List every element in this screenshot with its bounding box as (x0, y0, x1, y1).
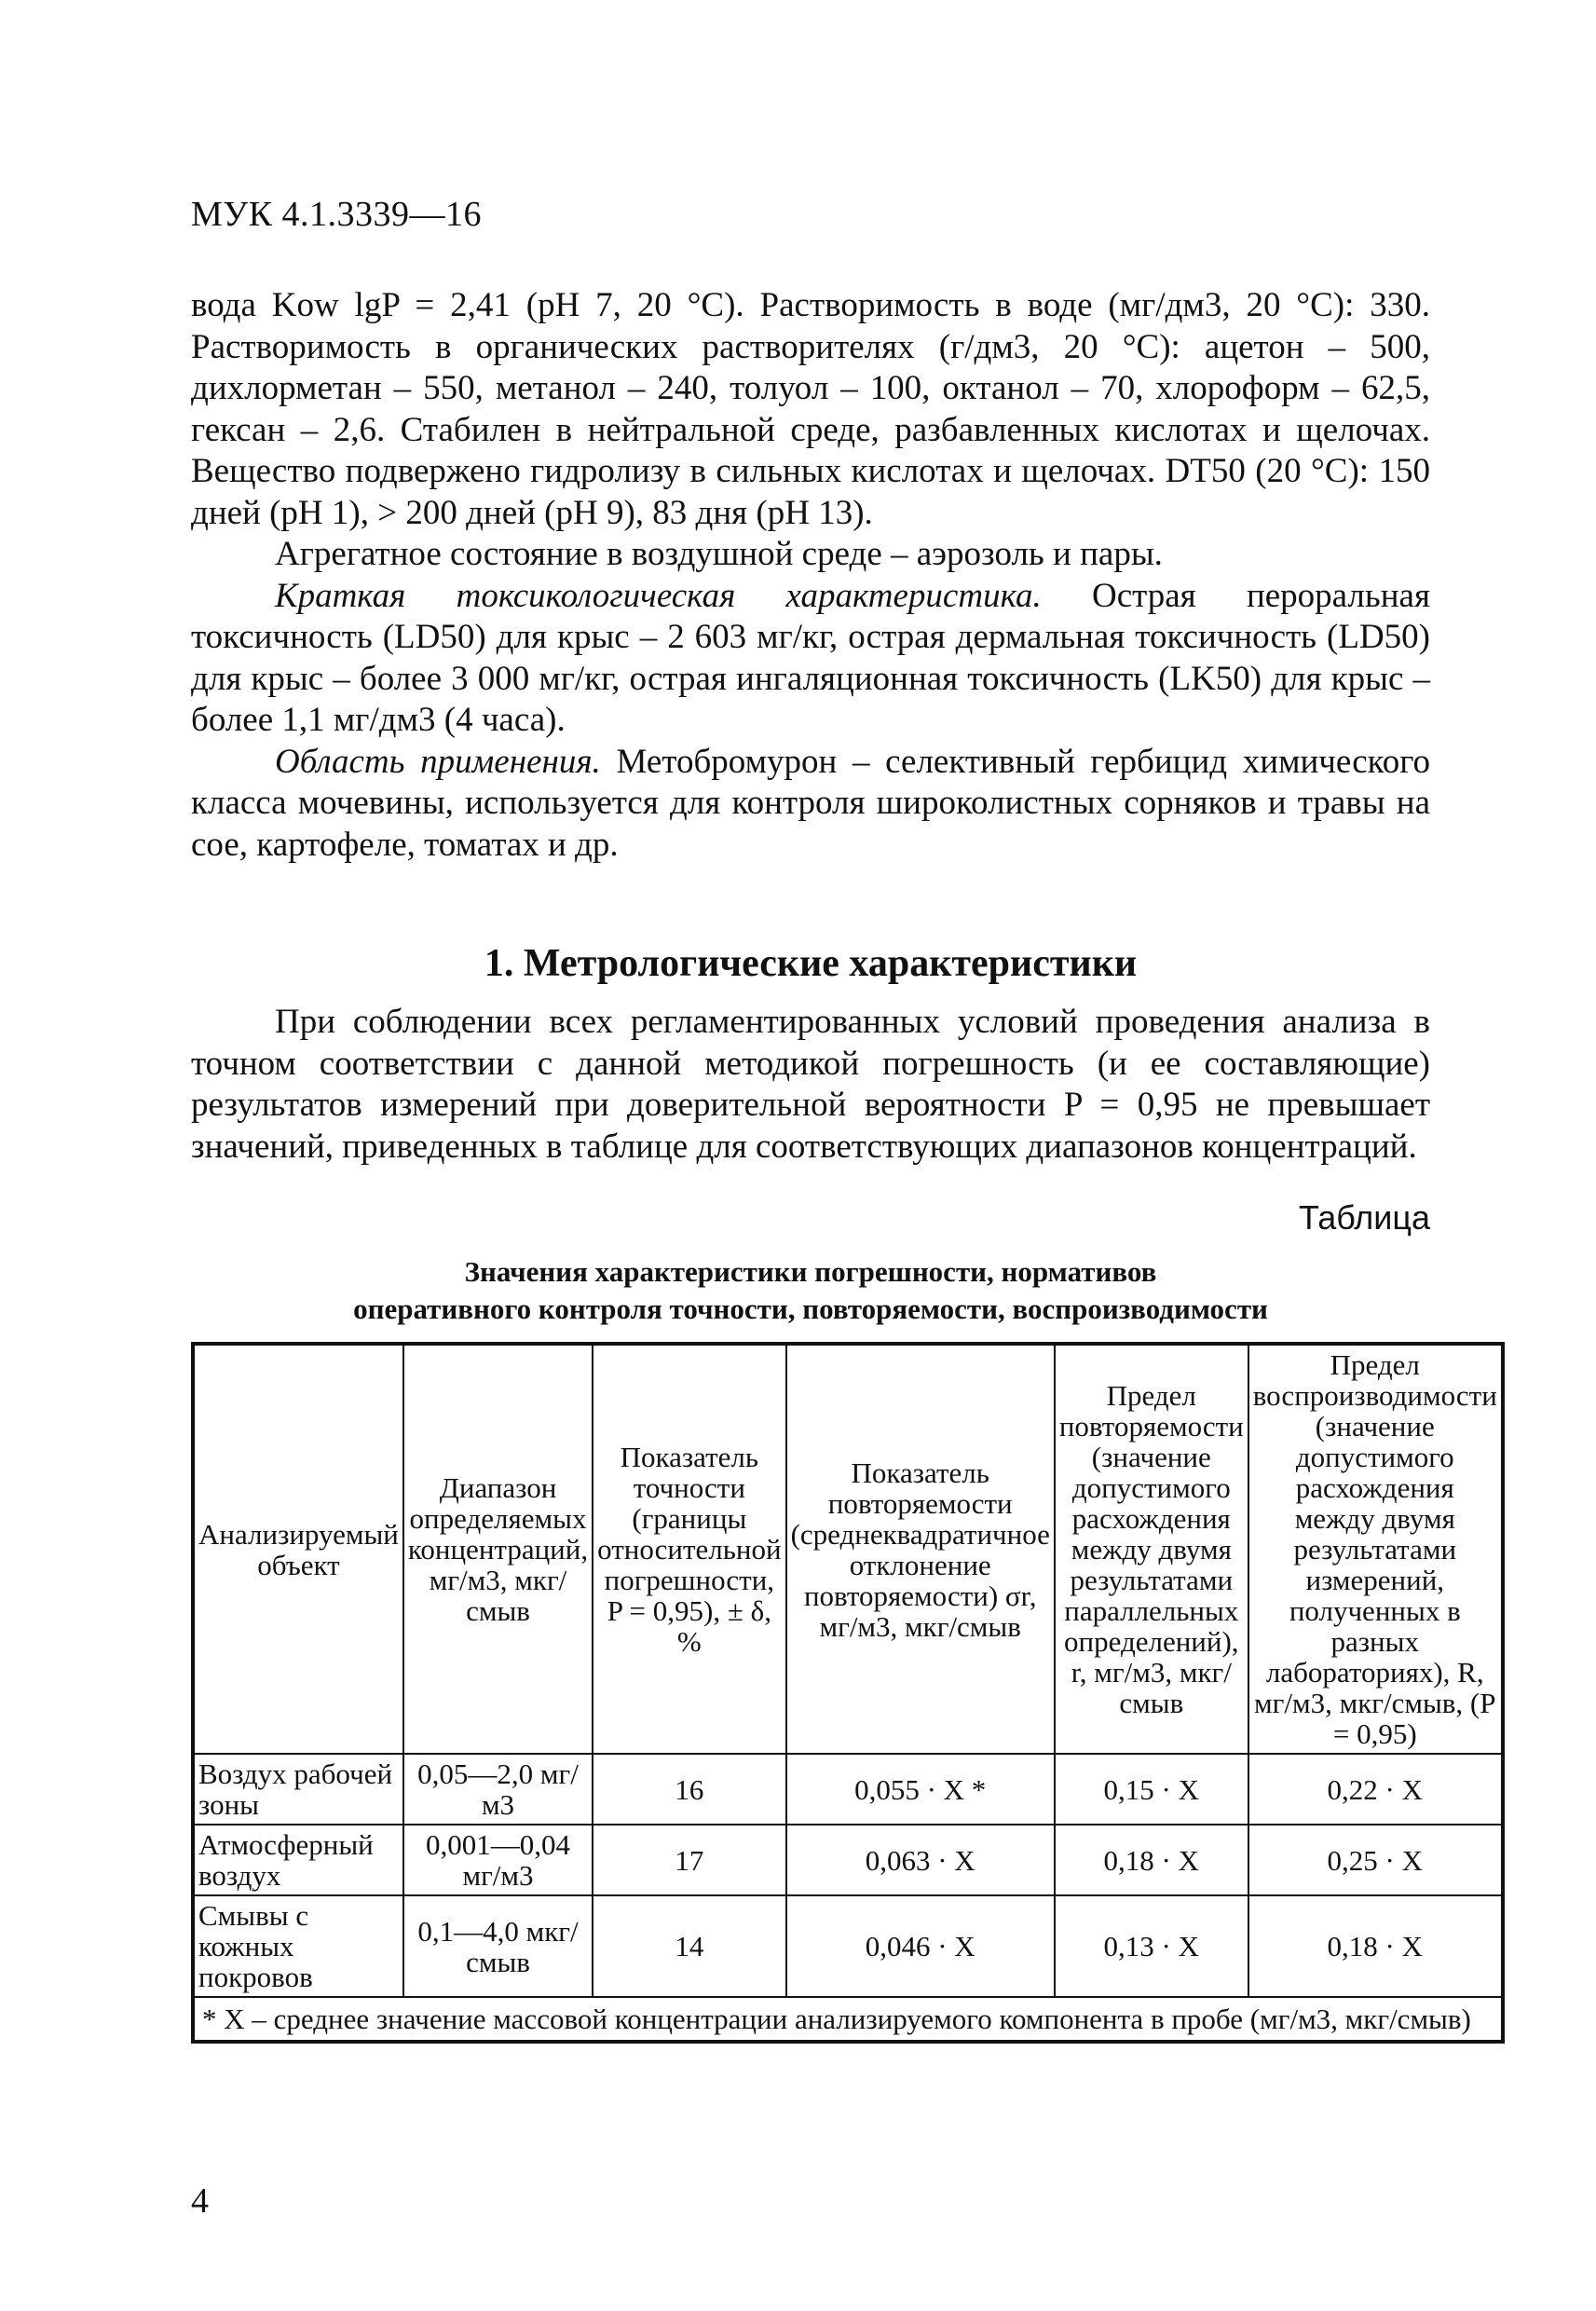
table-header-row (193, 1344, 1503, 1754)
cell-R: 0,22 · X (1248, 1754, 1503, 1825)
cell-sigma: 0,055 · X * (786, 1754, 1055, 1825)
cell-r: 0,15 · X (1055, 1754, 1248, 1825)
cell-accuracy: 17 (593, 1825, 785, 1895)
cell-R: 0,18 · X (1248, 1895, 1503, 1997)
cell-sigma: 0,046 · X (786, 1895, 1055, 1997)
cell-range: 0,1—4,0 мкг/смыв (403, 1895, 593, 1997)
header-object: Анализируемый объект (193, 1344, 403, 1754)
table-row (193, 1895, 1503, 1997)
cell-r: 0,18 · X (1055, 1825, 1248, 1895)
header-reproducibility-limit: Предел воспроизводимости (значение допустимого расхождения между двумя результатами измерений, полученных в разных лабораториях), R, мг/м3, мкг/смыв, (P = 0,95) (1248, 1344, 1503, 1754)
aggregate-state-paragraph: Агрегатное состояние в воздушной среде – аэрозоль и пары. (275, 535, 1163, 573)
cell-sigma: 0,063 · X (786, 1825, 1055, 1895)
toxicology-paragraph (191, 576, 1430, 742)
application-title: Область применения. (275, 742, 601, 781)
table-footnote: * X – среднее значение массовой концентрации анализируемого компонента в пробе (мг/м3, мкг/смыв) (193, 1997, 1503, 2042)
application-text: Метобромурон – селективный гербицид химического класса мочевины, используется для контроля широколистных сорняков и травы на сое, картофеле, томатах и др. (191, 742, 1431, 864)
cell-accuracy: 14 (593, 1895, 785, 1997)
cell-range: 0,05—2,0 мг/м3 (403, 1754, 593, 1825)
application-paragraph (191, 742, 1430, 867)
cell-r: 0,13 · X (1055, 1895, 1248, 1997)
cell-object: Смывы с кожных покровов (193, 1895, 403, 1997)
cell-object: Атмосферный воздух (193, 1825, 403, 1895)
cell-range: 0,001—0,04 мг/м3 (403, 1825, 593, 1895)
intro-text (191, 285, 1430, 866)
table-row (193, 1825, 1503, 1895)
section-title: 1. Метрологические характеристики (484, 942, 1138, 985)
properties-paragraph: вода Kow lgP = 2,41 (pH 7, 20 °C). Растворимость в воде (мг/дм3, 20 °C): 330. Растворимость в органических растворителях (г/дм3, 20 °C): ацетон – 500, дихлорметан – 550, метанол – 240, толуол – 100, октанол – 70, хлороформ – 62,5, гексан – 2,6. Стабилен в нейтральной среде, разбавленных кислотах и щелочах. Вещество подвержено гидролизу в сильных кислотах и щелочах. DT50 (20 °C): 150 дней (pH 1), > 200 дней (pH 9), 83 дня (pH 13). (191, 286, 1430, 532)
header-accuracy: Показатель точности (границы относительной погрешности, P = 0,95), ± δ, % (593, 1344, 785, 1754)
header-repeatability-limit: Предел повторяемости (значение допустимого расхождения между двумя результатами параллельных определений), r, мг/м3, мкг/смыв (1055, 1344, 1248, 1754)
page-number: 4 (191, 2181, 209, 2221)
header-repeatability-index: Показатель повторяемости (среднеквадратичное отклонение повторяемости) σr, мг/м3, мкг/смыв (786, 1344, 1055, 1754)
cell-accuracy: 16 (593, 1754, 785, 1825)
header-range: Диапазон определяемых концентраций, мг/м3, мкг/смыв (403, 1344, 593, 1754)
table-title (191, 1253, 1430, 1328)
metrology-table (191, 1342, 1505, 2044)
section-paragraph: При соблюдении всех регламентированных условий проведения анализа в точном соответствии с данной методикой погрешность (и ее составляющие) результатов измерений при доверительной вероятности P = 0,95 не превышает значений, приведенных в таблице для соответствующих диапазонов концентраций. (191, 1003, 1430, 1166)
table-title-line-1: Значения характеристики погрешности, нормативов (464, 1255, 1157, 1288)
document-code: МУК 4.1.3339—16 (191, 195, 483, 234)
table-title-line-2: оперативного контроля точности, повторяемости, воспроизводимости (353, 1292, 1268, 1325)
table-footnote-row (193, 1997, 1503, 2042)
cell-object: Воздух рабочей зоны (193, 1754, 403, 1825)
table-label: Таблица (1298, 1198, 1430, 1237)
cell-R: 0,25 · X (1248, 1825, 1503, 1895)
toxicology-title: Краткая токсикологическая характеристика. (275, 576, 1042, 615)
toxicology-text: Острая пероральная токсичность (LD50) для крыс – 2 603 мг/кг, острая дермальная токсичность (LD50) для крыс – более 3 000 мг/кг, острая ингаляционная токсичность (LK50) для крыс – более 1,1 мг/дм3 (4 часа). (191, 576, 1430, 739)
section-body (191, 1002, 1430, 1168)
table-row (193, 1754, 1503, 1825)
